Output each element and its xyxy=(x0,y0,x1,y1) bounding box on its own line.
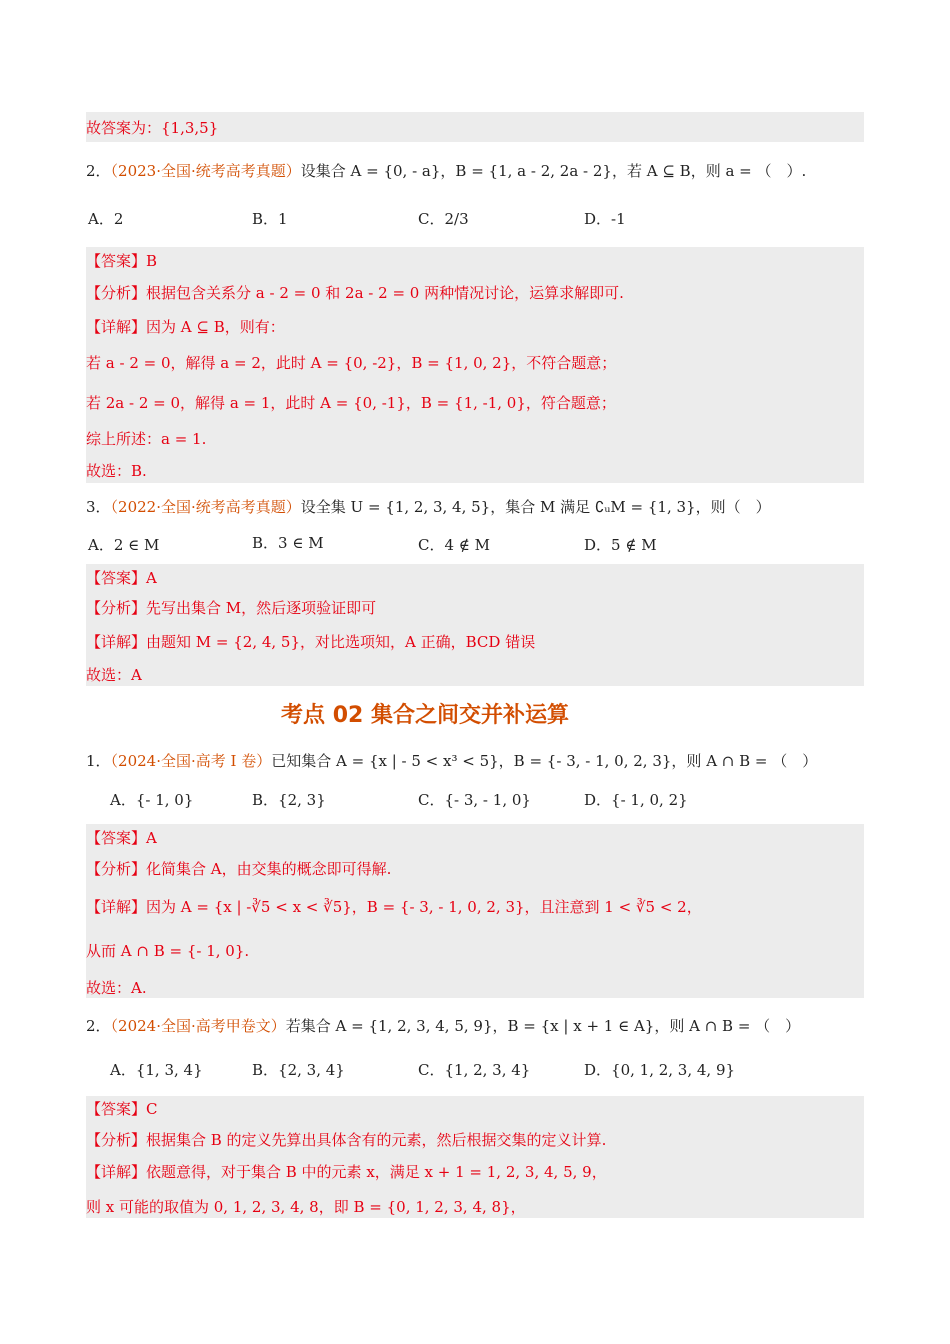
detail: 【详解】由题知 M = {2, 4, 5}，对比选项知，A 正确，BCD 错误 xyxy=(86,633,536,651)
detail-head: 【详解】因为 A ⊆ B，则有： xyxy=(86,318,285,336)
option-c: C．{- 3, - 1, 0} xyxy=(418,791,531,809)
previous-answer: 故答案为：{1,3,5} xyxy=(86,119,219,137)
question-2022: 3．（2022·全国·统考高考真题）设全集 U = {1, 2, 3, 4, 5}，集合 M 满足 ∁ᵤM = {1, 3}，则（ ） xyxy=(86,498,771,516)
option-b: B．{2, 3, 4} xyxy=(252,1061,345,1079)
option-c: C．{1, 2, 3, 4} xyxy=(418,1061,531,1079)
detail-result: 则 x 可能的取值为 0, 1, 2, 3, 4, 8，即 B = {0, 1, 2, 3, 4, 8}， xyxy=(86,1198,526,1216)
analysis: 【分析】先写出集合 M，然后逐项验证即可 xyxy=(86,599,377,617)
option-b: B．{2, 3} xyxy=(252,791,326,809)
section-heading: 考点 02 集合之间交并补运算 xyxy=(281,703,569,728)
option-a: A．{- 1, 0} xyxy=(110,791,194,809)
answer: 【答案】C xyxy=(86,1100,158,1118)
option-d: D．{0, 1, 2, 3, 4, 9} xyxy=(584,1061,736,1079)
option-d: D．5 ∉ M xyxy=(584,536,657,554)
answer: 【答案】A xyxy=(86,829,157,847)
question-2023: 2．（2023·全国·统考高考真题）设集合 A = {0, - a}，B = {1, a - 2, 2a - 2}，若 A ⊆ B，则 a = （ ）. xyxy=(86,162,807,180)
question-2024-1: 1．（2024·全国·高考 I 卷）已知集合 A = {x | - 5 < x³ < 5}，B = {- 3, - 1, 0, 2, 3}，则 A ∩ B = （ ） xyxy=(86,752,818,770)
analysis: 【分析】根据包含关系分 a - 2 = 0 和 2a - 2 = 0 两种情况讨论，运算求解即可. xyxy=(86,284,624,302)
option-c: C．4 ∉ M xyxy=(418,536,491,554)
solution-shade xyxy=(86,564,864,686)
answer: 【答案】A xyxy=(86,569,157,587)
analysis: 【分析】根据集合 B 的定义先算出具体含有的元素，然后根据交集的定义计算. xyxy=(86,1131,607,1149)
option-d: D．{- 1, 0, 2} xyxy=(584,791,688,809)
detail-conclusion: 综上所述：a = 1. xyxy=(86,430,207,448)
detail-case-1: 若 a - 2 = 0，解得 a = 2，此时 A = {0, -2}，B = {1, 0, 2}，不符合题意； xyxy=(86,354,617,372)
choice: 故选：B. xyxy=(86,462,147,480)
option-b: B．1 xyxy=(252,210,288,228)
option-c: C．2/3 xyxy=(418,210,469,228)
detail: 【详解】依题意得，对于集合 B 中的元素 x，满足 x + 1 = 1, 2, 3, 4, 5, 9， xyxy=(86,1163,607,1181)
answer: 【答案】B xyxy=(86,252,158,270)
analysis: 【分析】化简集合 A，由交集的概念即可得解. xyxy=(86,860,392,878)
option-a: A．{1, 3, 4} xyxy=(110,1061,203,1079)
choice: 故选：A. xyxy=(86,979,147,997)
option-a: A．2 xyxy=(88,210,124,228)
detail-result: 从而 A ∩ B = {- 1, 0}. xyxy=(86,942,250,960)
option-a: A．2 ∈ M xyxy=(88,536,160,554)
question-2024-2: 2．（2024·全国·高考甲卷文）若集合 A = {1, 2, 3, 4, 5, 9}，B = {x | x + 1 ∈ A}，则 A ∩ B = （ ） xyxy=(86,1017,801,1035)
detail: 【详解】因为 A = {x | -∛5 < x < ∛5}，B = {- 3, - 1, 0, 2, 3}，且注意到 1 < ∛5 < 2， xyxy=(86,898,702,916)
detail-case-2: 若 2a - 2 = 0，解得 a = 1，此时 A = {0, -1}，B = {1, -1, 0}，符合题意； xyxy=(86,394,616,412)
option-b: B．3 ∈ M xyxy=(252,534,324,552)
option-d: D．-1 xyxy=(584,210,626,228)
choice: 故选：A xyxy=(86,666,142,684)
